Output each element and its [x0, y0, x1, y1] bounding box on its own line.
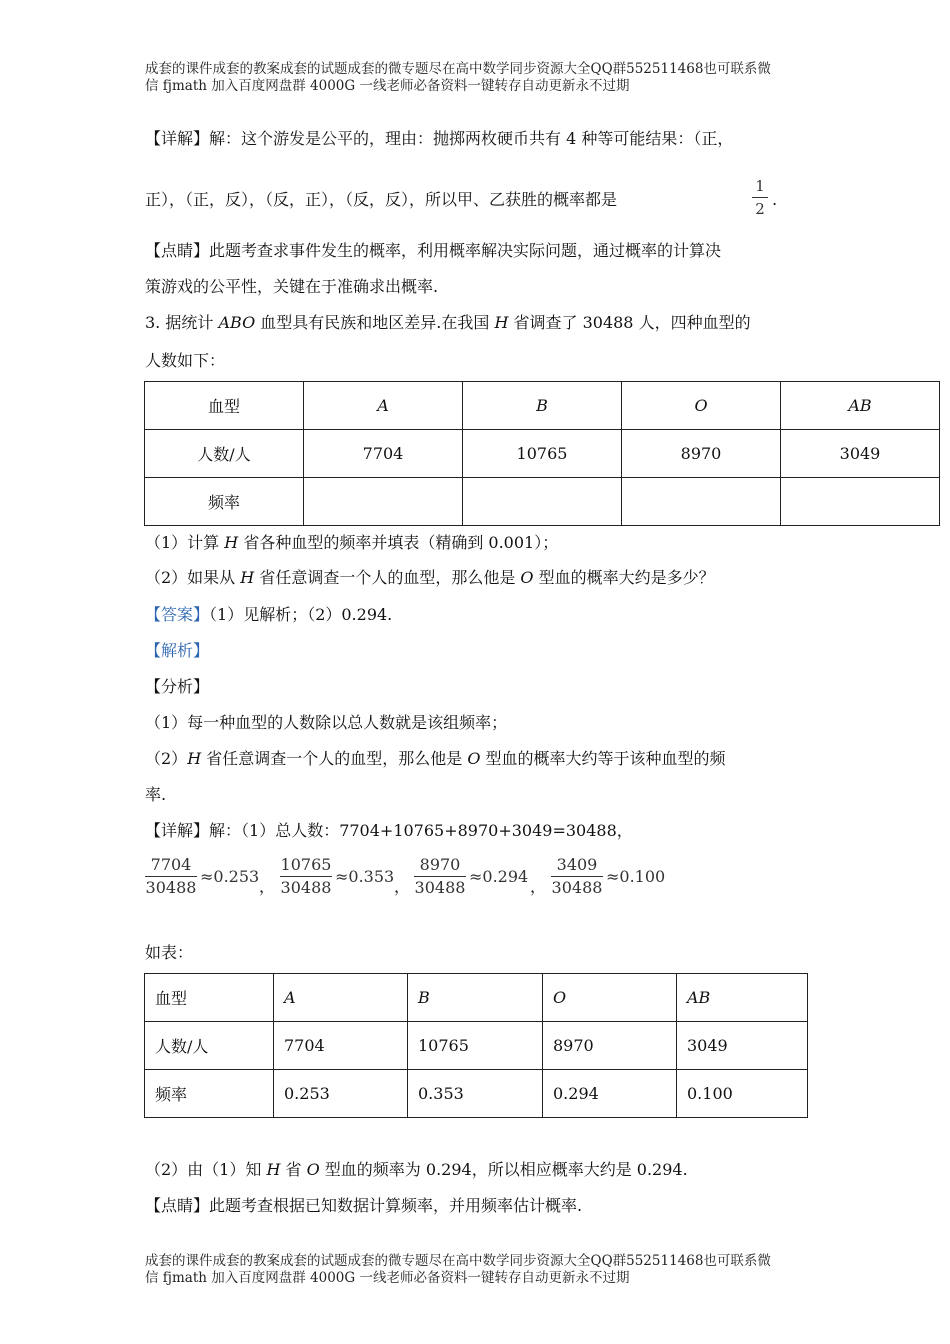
table-cell: 7704 — [274, 1022, 408, 1070]
table-cell: 血型 — [145, 974, 274, 1022]
top-banner — [145, 61, 825, 95]
table-cell: 10765 — [408, 1022, 543, 1070]
comma: ， — [259, 877, 276, 896]
table-cell: 0.353 — [408, 1070, 543, 1118]
table-cell: B — [408, 974, 543, 1022]
frequency-table — [144, 973, 808, 1118]
prev-detail-line-1: 【详解】解：这个游发是公平的，理由：抛掷两枚硬币共有 4 种等可能结果：（正， — [145, 129, 734, 148]
table-cell: 8970 — [622, 430, 781, 478]
detail-tag: 【详解】 — [145, 129, 210, 148]
fraction-o: 8970 30488 — [414, 855, 466, 897]
table-intro: 如表： — [145, 943, 194, 962]
bottom-banner — [145, 1253, 825, 1287]
table-cell: 3049 — [677, 1022, 808, 1070]
table-cell: 人数/人 — [145, 430, 304, 478]
approx-a: ≈0.253 — [200, 867, 260, 886]
fenxi-tag: 【分析】 — [145, 677, 210, 696]
q3-line-2: 人数如下： — [145, 351, 226, 370]
approx-ab: ≈0.100 — [606, 867, 666, 886]
table-cell: 7704 — [304, 430, 463, 478]
prev-detail-line-2: 正），（正，反），（反，正），（反，反），所以甲、乙获胜的概率都是 — [145, 190, 618, 209]
comment-line: 【点睛】此题考查根据已知数据计算频率，并用频率估计概率. — [145, 1196, 583, 1215]
answer-line: 【答案】（1）见解析；（2）0.294. — [145, 605, 393, 624]
table-cell: 频率 — [145, 1070, 274, 1118]
table-row — [145, 478, 940, 526]
q3-line-1: 3. 据统计 ABO 血型具有民族和地区差异.在我国 H 省调查了 30488 人，四种血型的 — [145, 313, 751, 332]
period: . — [772, 190, 778, 209]
comment-tag: 【点睛】 — [145, 241, 210, 260]
fenxi-line-2: （2）H 省任意调查一个人的血型，那么他是 O 型血的概率大约等于该种血型的频 — [145, 749, 726, 768]
table-cell: B — [463, 382, 622, 430]
table-row — [145, 430, 940, 478]
fraction-a: 7704 30488 — [145, 855, 197, 897]
table-cell: 频率 — [145, 478, 304, 526]
comma: ， — [530, 877, 547, 896]
banner-line-2: 信 fjmath 加入百度网盘群 4000G 一线老师必备资料一键转存自动更新永不过期 — [145, 1270, 630, 1286]
table-cell: AB — [781, 382, 940, 430]
table-cell — [781, 478, 940, 526]
table-cell: 人数/人 — [145, 1022, 274, 1070]
table-cell — [463, 478, 622, 526]
approx-o: ≈0.294 — [469, 867, 529, 886]
table-cell: A — [304, 382, 463, 430]
table-row — [145, 974, 808, 1022]
table-cell: 0.100 — [677, 1070, 808, 1118]
comment-tag: 【点睛】 — [145, 1196, 210, 1215]
banner-line-1: 成套的课件成套的教案成套的试题成套的微专题尽在高中数学同步资源大全QQ群552511468也可联系微 — [145, 61, 771, 77]
fenxi-line-1: （1）每一种血型的人数除以总人数就是该组频率； — [145, 713, 508, 732]
table-cell: 血型 — [145, 382, 304, 430]
table-cell: O — [622, 382, 781, 430]
fraction-b: 10765 30488 — [280, 855, 332, 897]
part-2-line: （2）由（1）知 H 省 O 型血的频率为 0.294，所以相应概率大约是 0.294. — [145, 1160, 688, 1179]
table-cell: 3049 — [781, 430, 940, 478]
q3-sub-1: （1）计算 H 省各种血型的频率并填表（精确到 0.001）； — [145, 533, 559, 552]
approx-b: ≈0.353 — [335, 867, 395, 886]
fenxi-line-3: 率. — [145, 785, 167, 804]
prev-comment-line-1: 【点睛】此题考查求事件发生的概率，利用概率解决实际问题，通过概率的计算决 — [145, 241, 722, 260]
table-row — [145, 1022, 808, 1070]
table-cell: 8970 — [543, 1022, 677, 1070]
table-cell: 0.253 — [274, 1070, 408, 1118]
table-cell: A — [274, 974, 408, 1022]
prev-comment-line-2: 策游戏的公平性，关键在于准确求出概率. — [145, 277, 439, 296]
detail-tag: 【详解】 — [145, 821, 210, 840]
q3-sub-2: （2）如果从 H 省任意调查一个人的血型，那么他是 O 型血的概率大约是多少？ — [145, 568, 715, 587]
table-cell: 0.294 — [543, 1070, 677, 1118]
comma: ， — [394, 877, 411, 896]
table-cell: AB — [677, 974, 808, 1022]
table-cell — [622, 478, 781, 526]
table-cell — [304, 478, 463, 526]
table-cell: O — [543, 974, 677, 1022]
fraction-one-half: 1 2 — [752, 176, 768, 219]
analysis-tag: 【解析】 — [145, 641, 210, 660]
detail-line: 【详解】解：（1）总人数：7704+10765+8970+3049=30488， — [145, 821, 633, 840]
table-row — [145, 1070, 808, 1118]
fraction-ab: 3409 30488 — [551, 855, 603, 897]
blood-type-table — [144, 381, 940, 526]
table-cell: 10765 — [463, 430, 622, 478]
table-row — [145, 382, 940, 430]
answer-tag: 【答案】 — [145, 605, 210, 624]
banner-line-1: 成套的课件成套的教案成套的试题成套的微专题尽在高中数学同步资源大全QQ群552511468也可联系微 — [145, 1253, 771, 1269]
banner-line-2: 信 fjmath 加入百度网盘群 4000G 一线老师必备资料一键转存自动更新永不过期 — [145, 78, 630, 94]
